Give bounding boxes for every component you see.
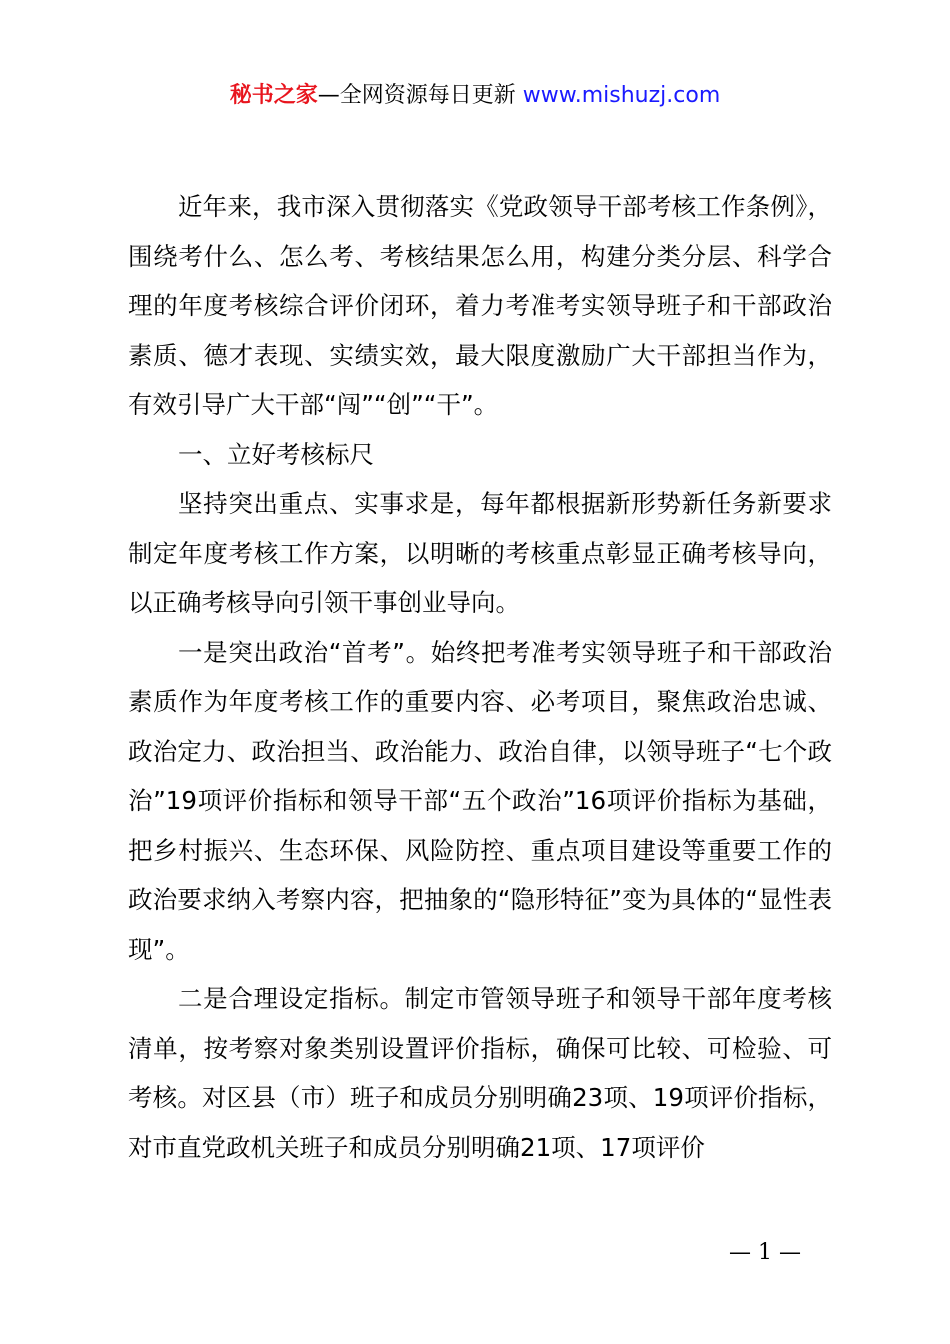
- page-header: [0, 80, 950, 112]
- header-tagline: —全网资源每日更新: [317, 83, 523, 108]
- brand-name: 秘书之家: [229, 83, 318, 108]
- site-url-link[interactable]: www.mishuzj.com: [522, 83, 721, 108]
- document-body: [128, 182, 832, 1172]
- paragraph-point-two: 二是合理设定指标。制定市管领导班子和领导干部年度考核清单，按考察对象类别设置评价指标，确保可比较、可检验、可考核。对区县（市）班子和成员分别明确23项、19项评价指标，对市直党政机关班子和成员分别明确21项、17项评价: [128, 984, 832, 1162]
- paragraph-point-one: 一是突出政治“首考”。始终把考准考实领导班子和干部政治素质作为年度考核工作的重要内容、必考项目，聚焦政治忠诚、政治定力、政治担当、政治能力、政治自律，以领导班子“七个政治”19项评价指标和领导干部“五个政治”16项评价指标为基础，把乡村振兴、生态环保、风险防控、重点项目建设等重要工作的政治要求纳入考察内容，把抽象的“隐形特征”变为具体的“显性表现”。: [128, 637, 832, 964]
- page-number: — 1 —: [729, 1240, 801, 1265]
- paragraph-intro: 近年来，我市深入贯彻落实《党政领导干部考核工作条例》，围绕考什么、怎么考、考核结果怎么用，构建分类分层、科学合理的年度考核综合评价闭环，着力考准考实领导班子和干部政治素质、德才表现、实绩实效，最大限度激励广大干部担当作为，有效引导广大干部“闯”“创”“干”。: [128, 192, 832, 419]
- paragraph-section-intro: 坚持突出重点、实事求是，每年都根据新形势新任务新要求制定年度考核工作方案，以明晰的考核重点彰显正确考核导向，以正确考核导向引领干事创业导向。: [128, 489, 832, 617]
- section-heading: 一、立好考核标尺: [178, 439, 374, 469]
